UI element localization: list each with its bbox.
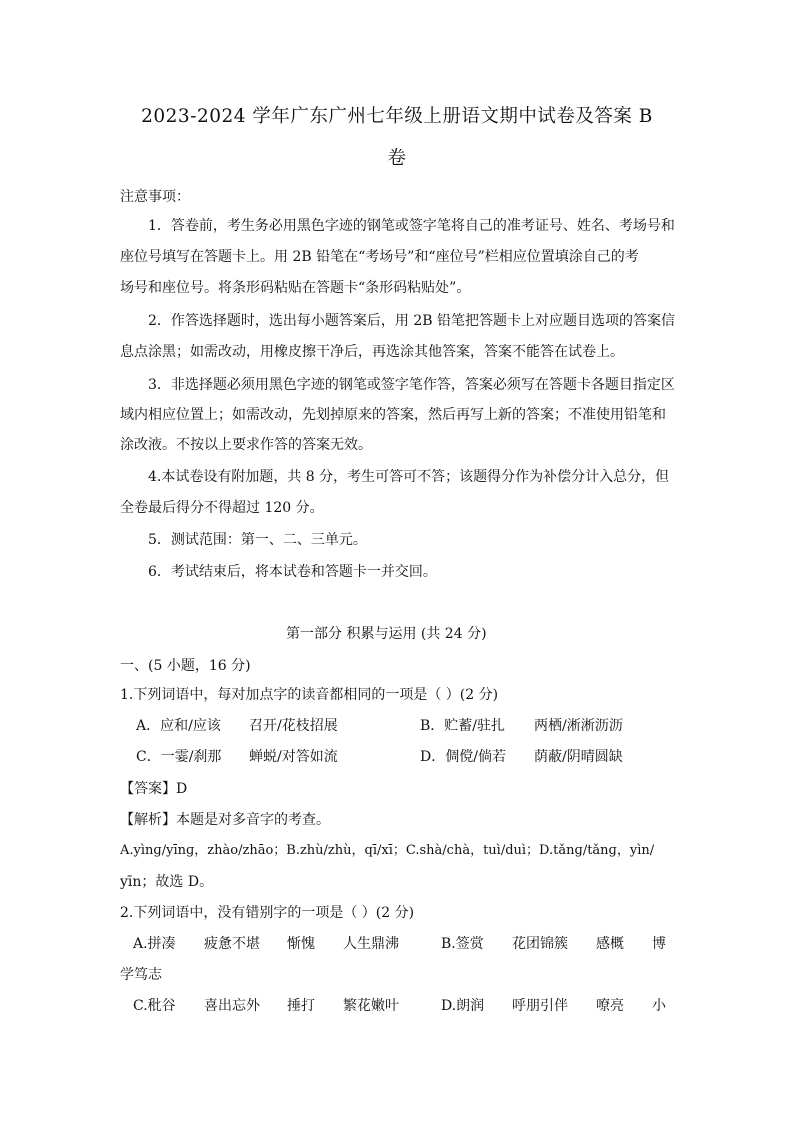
notice-4-line-2: 全卷最后得分不得超过 120 分。 [120, 500, 324, 516]
title-line-1: 2023-2024 学年广东广州七年级上册语文期中试卷及答案 B [141, 106, 653, 127]
q2-b-word-4-start: 博 [652, 936, 666, 952]
notice-1-line-1: 1．答卷前，考生务必用黑色字迹的钢笔或签字笔将自己的准考证号、姓名、考场号和 [148, 218, 675, 234]
q2-c-label: C.秕谷 [133, 998, 176, 1014]
section-heading: 一、(5 小题，16 分) [120, 658, 251, 674]
q2-b-word-3: 感概 [596, 936, 624, 952]
q1-option-b-words: 两栖/淅淅沥沥 [534, 718, 623, 734]
part-heading: 第一部分 积累与运用 (共 24 分) [286, 626, 487, 642]
title-line-2: 卷 [387, 148, 407, 169]
notice-5: 5．测试范围：第一、二、三单元。 [148, 532, 367, 548]
notice-3-line-2: 域内相应位置上；如需改动，先划掉原来的答案，然后再写上新的答案；不准使用铅笔和 [120, 407, 666, 423]
notice-4-line-1: 4.本试卷设有附加题，共 8 分，考生可答可不答；该题得分作为补偿分计入总分，但 [148, 469, 670, 485]
q1-option-c-words: 蝉蜕/对答如流 [249, 749, 338, 765]
q1-stem: 1.下列词语中，每对加点字的读音都相同的一项是（ ）(2 分) [120, 687, 499, 703]
q1-analysis: 【解析】本题是对多音字的考查。 [120, 812, 330, 828]
notice-1-line-2: 座位号填写在答题卡上。用 2B 铅笔在“考场号”和“座位号”栏相应位置填涂自己的考 [120, 249, 639, 265]
q1-explain-line-2: yīn；故选 D。 [120, 874, 214, 890]
q2-a-word-2: 疲惫不堪 [204, 936, 260, 952]
q2-c-word-4: 繁花嫩叶 [343, 998, 399, 1014]
notice-1-line-3: 场号和座位号。将条形码粘贴在答题卡“条形码粘贴处”。 [120, 280, 471, 296]
q2-c-word-2: 喜出忘外 [204, 998, 260, 1014]
notice-3-line-1: 3．非选择题必须用黑色字迹的钢笔或签字笔作答，答案必须写在答题卡各题目指定区 [148, 377, 675, 393]
notice-heading: 注意事项： [120, 189, 190, 205]
q2-stem: 2.下列词语中，没有错别字的一项是（ ）(2 分) [120, 905, 415, 921]
q2-d-word-2: 呼朋引伴 [512, 998, 568, 1014]
q1-option-d-words: 荫蔽/阴晴圆缺 [534, 749, 623, 765]
notice-2-line-1: 2．作答选择题时，选出每小题答案后，用 2B 铅笔把答题卡上对应题目选项的答案信 [148, 313, 676, 329]
q2-a-word-3: 惭愧 [287, 936, 315, 952]
q1-option-a-label: A．应和/应该 [136, 718, 221, 734]
notice-2-line-2: 息点涂黑；如需改动，用橡皮擦干净后，再选涂其他答案，答案不能答在试卷上。 [120, 344, 624, 360]
notice-3-line-3: 涂改液。不按以上要求作答的答案无效。 [120, 437, 372, 453]
q2-d-word-4-start: 小 [652, 998, 666, 1014]
q1-explain-line-1: A.yìnɡ/yīnɡ，zhào/zhāo；B.zhù/zhù，qī/xī；C.shà/chà，tuì/duì；D.tǎnɡ/tǎnɡ，yìn/ [120, 843, 655, 858]
q2-a-word-4: 人生鼎沸 [343, 936, 399, 952]
q1-option-a-words: 召开/花枝招展 [249, 718, 338, 734]
notice-6: 6．考试结束后，将本试卷和答题卡一并交回。 [148, 564, 437, 580]
q1-option-b-label: B．贮蓄/驻扎 [420, 718, 506, 734]
q2-c-word-3: 捶打 [287, 998, 315, 1014]
q2-a-label: A.拼凑 [133, 936, 176, 952]
q1-option-d-label: D．倜傥/倘若 [420, 749, 506, 765]
q2-d-word-3: 嘹亮 [596, 998, 624, 1014]
q1-answer: 【答案】D [120, 781, 188, 797]
q2-b-word-2: 花团锦簇 [512, 936, 568, 952]
q1-option-c-label: C．一霎/刹那 [136, 749, 222, 765]
q2-d-label: D.朗润 [441, 998, 485, 1014]
q2-b-label: B.签赏 [441, 936, 484, 952]
q2-b-word-4-end: 学笃志 [120, 967, 162, 983]
